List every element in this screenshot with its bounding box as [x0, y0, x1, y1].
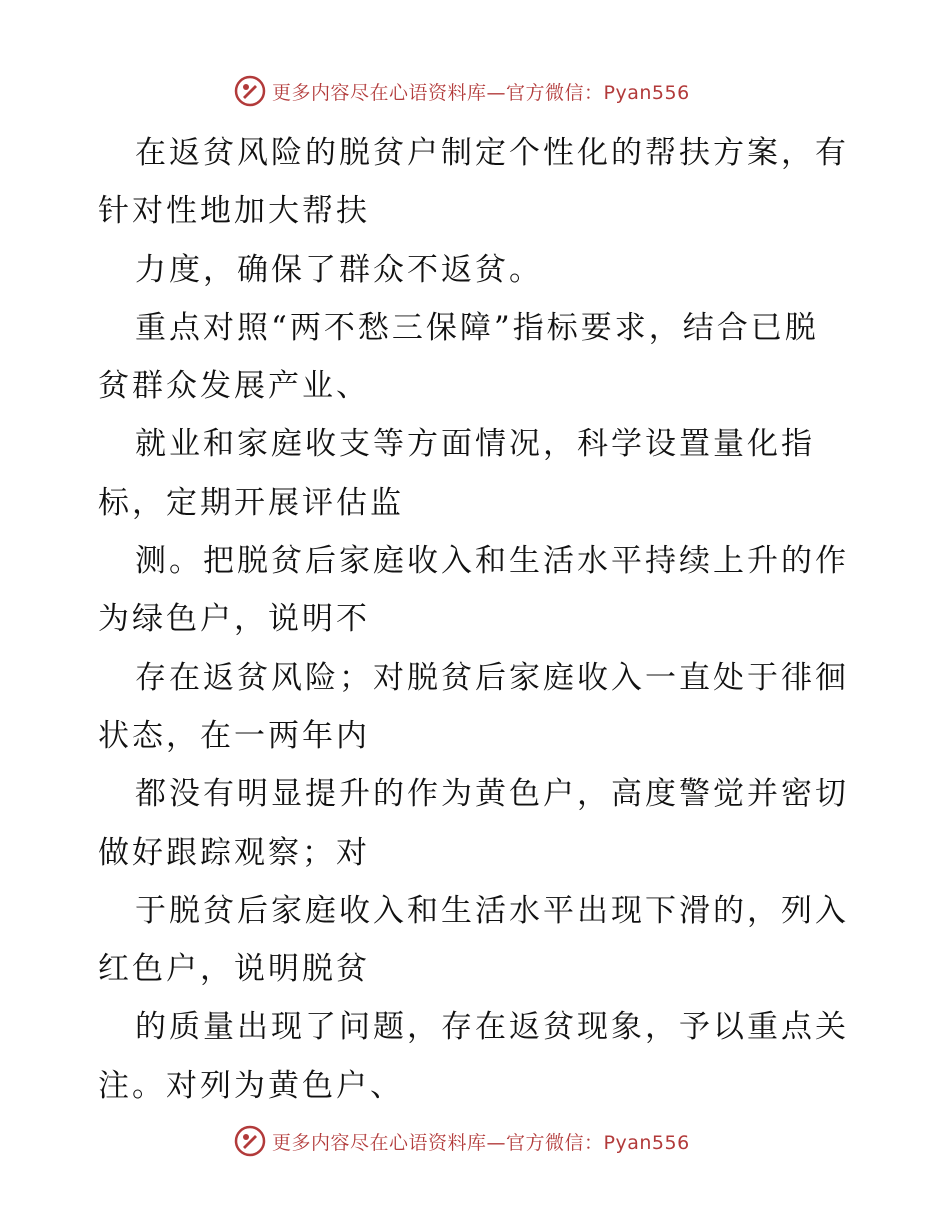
- text-line: 状态，在一两年内: [98, 717, 370, 754]
- watermark-text: 更多内容尽在心语资料库—官方微信：Pyan556: [272, 81, 690, 104]
- text-line: 针对性地加大帮扶: [98, 193, 370, 230]
- brand-logo-icon: [234, 1125, 266, 1157]
- text-line: 的质量出现了问题，存在返贫现象，予以重点关: [135, 1009, 849, 1046]
- text-line: 标，定期开展评估监: [98, 484, 404, 521]
- header-watermark: [234, 74, 690, 108]
- text-line: 为绿色户，说明不: [98, 601, 370, 638]
- text-line: 存在返贫风险；对脱贫后家庭收入一直处于徘徊: [135, 659, 849, 696]
- text-line: 重点对照“两不愁三保障”指标要求，结合已脱: [135, 309, 819, 346]
- text-line: 做好跟踪观察；对: [98, 834, 370, 871]
- text-line: 就业和家庭收支等方面情况，科学设置量化指: [135, 426, 815, 463]
- document-body: [98, 124, 858, 1115]
- brand-logo-icon: [234, 75, 266, 107]
- text-line: 注。对列为黄色户、: [98, 1067, 404, 1104]
- text-line: 红色户，说明脱贫: [98, 951, 370, 988]
- text-line: 在返贫风险的脱贫户制定个性化的帮扶方案，有: [135, 135, 849, 171]
- footer-watermark: [234, 1124, 690, 1158]
- text-line: 力度，确保了群众不返贫。: [135, 251, 543, 288]
- text-line: 于脱贫后家庭收入和生活水平出现下滑的，列入: [135, 892, 849, 929]
- text-line: 都没有明显提升的作为黄色户，高度警觉并密切: [135, 776, 849, 813]
- text-line: 贫群众发展产业、: [98, 368, 370, 405]
- watermark-text: 更多内容尽在心语资料库—官方微信：Pyan556: [272, 1131, 690, 1154]
- text-line: 测。把脱贫后家庭收入和生活水平持续上升的作: [135, 543, 849, 580]
